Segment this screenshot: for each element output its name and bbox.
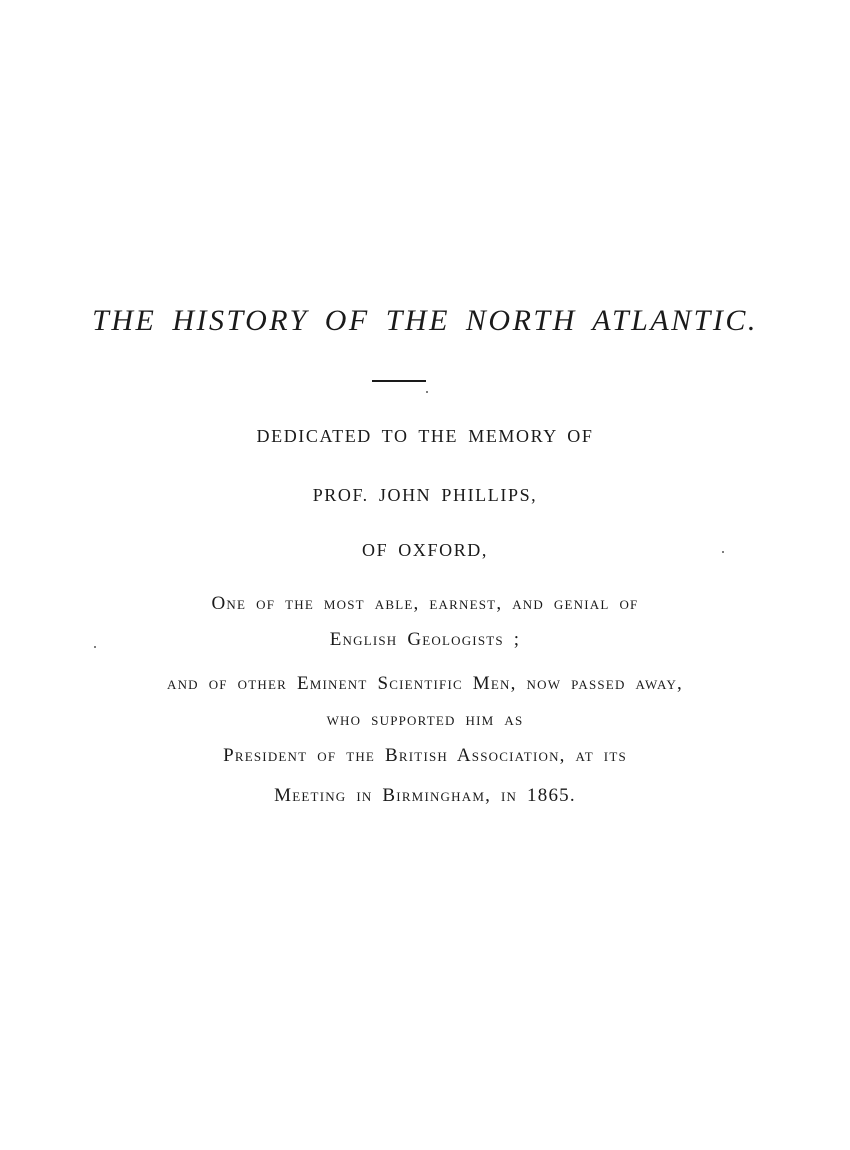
dedication-line-2: PROF. JOHN PHILLIPS, [312, 485, 538, 505]
dedication-line-8: President of the British Association, at its [223, 745, 627, 766]
dedication-line-1: DEDICATED TO THE MEMORY OF [256, 426, 594, 446]
print-speck [426, 391, 428, 393]
dedication-line-3: OF OXFORD, [361, 540, 489, 560]
title-divider [372, 380, 426, 382]
dedication-line-5: English Geologists ; [329, 629, 521, 650]
dedication-line-9: Meeting in Birmingham, in 1865. [274, 785, 576, 806]
print-speck [94, 646, 96, 648]
dedication-line-7: who supported him as [326, 709, 524, 730]
dedication-line-6: and of other Eminent Scientific Men, now passed away, [166, 673, 683, 694]
print-speck [722, 551, 724, 553]
book-title: THE HISTORY OF THE NORTH ATLANTIC. [92, 304, 758, 337]
dedication-line-4: One of the most able, earnest, and genial of [211, 593, 639, 614]
